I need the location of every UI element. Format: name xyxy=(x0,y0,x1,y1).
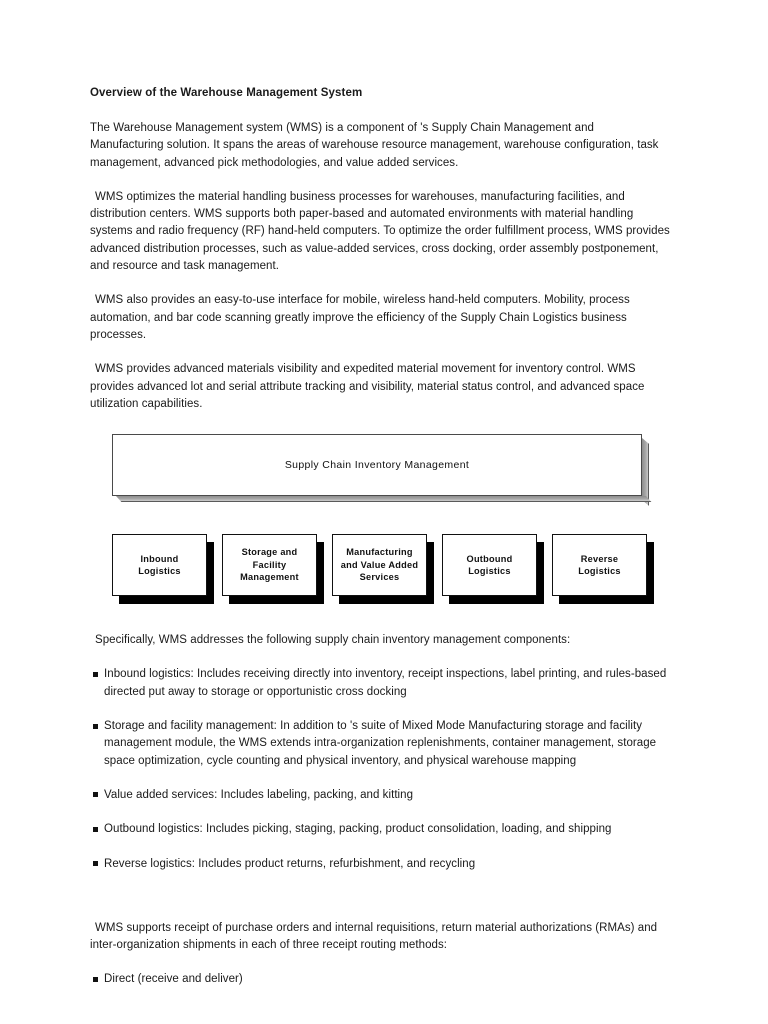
diagram-banner xyxy=(112,434,642,496)
paragraph-receipt-intro: WMS supports receipt of purchase orders and internal requisitions, return material authorizations (RMAs) and inter-organization shipments in each of three receipt routing methods: xyxy=(90,921,658,952)
paragraph-intro: The Warehouse Management system (WMS) is a component of 's Supply Chain Management and Manufacturing solution. It spans the areas of warehouse resource management, warehouse configuration, task management, advanced pick methodologies, and value added services. xyxy=(90,122,659,169)
list-item-text: Reverse logistics: Includes product returns, refurbishment, and recycling xyxy=(104,857,476,870)
diagram-node-inbound-logistics xyxy=(112,534,207,596)
node-face xyxy=(222,534,317,596)
list-item-text: Inbound logistics: Includes receiving directly into inventory, receipt inspections, label printing, and rules-based directed put away to storage or opportunistic cross docking xyxy=(104,668,667,698)
supply-chain-diagram xyxy=(112,434,677,618)
node-label: Reverse Logistics xyxy=(578,553,621,577)
section-spacer xyxy=(90,890,688,920)
list-item xyxy=(90,666,688,701)
page-title: Overview of the Warehouse Management System xyxy=(90,87,363,99)
paragraph-optimization: WMS optimizes the material handling business processes for warehouses, manufacturing facilities, and distribution centers. WMS supports both paper-based and automated environments with material handling systems and radio frequency (RF) hand-held computers. To optimize the order fulfillment process, WMS provides advanced distribution processes, such as value-added services, cross docking, order assembly postponement, and resource and task management. xyxy=(90,190,670,273)
list-item xyxy=(90,971,688,988)
node-label: Storage and Facility Management xyxy=(240,547,299,583)
list-item-text: Outbound logistics: Includes picking, staging, packing, product consolidation, loading, and shipping xyxy=(104,823,612,836)
list-item-text: Value added services: Includes labeling, packing, and kitting xyxy=(104,788,414,801)
diagram-banner-bevel-bottom xyxy=(116,496,651,502)
paragraph-visibility: WMS provides advanced materials visibility and expedited material movement for inventory control. WMS provides advanced lot and serial attribute tracking and visibility, material status control, and advanced space utilization capabilities. xyxy=(90,363,645,410)
diagram-node-outbound-logistics xyxy=(442,534,537,596)
list-item-text: Direct (receive and deliver) xyxy=(104,973,243,986)
diagram-node-storage-facility-management xyxy=(222,534,317,596)
list-item xyxy=(90,821,688,838)
diagram-node-reverse-logistics xyxy=(552,534,647,596)
diagram-node-row xyxy=(112,534,647,596)
bullet-square-icon xyxy=(93,724,98,729)
node-label: Manufacturing and Value Added Services xyxy=(340,547,419,583)
paragraph-interface: WMS also provides an easy-to-use interface for mobile, wireless hand-held computers. Mobility, process automation, and bar code scanning greatly improve the efficiency of the Supply Chain Logistics business processes. xyxy=(90,294,630,341)
node-label: Inbound Logistics xyxy=(138,553,181,577)
bullet-square-icon xyxy=(93,792,98,797)
list-item xyxy=(90,856,688,873)
node-face xyxy=(112,534,207,596)
node-face xyxy=(442,534,537,596)
bullet-square-icon xyxy=(93,827,98,832)
node-label: Outbound Logistics xyxy=(466,553,513,577)
node-face xyxy=(332,534,427,596)
diagram-banner-label: Supply Chain Inventory Management xyxy=(284,459,470,472)
diagram-node-manufacturing-value-added-services xyxy=(332,534,427,596)
list-item xyxy=(90,718,688,770)
list-item xyxy=(90,787,688,804)
bullet-square-icon xyxy=(93,977,98,982)
bullet-square-icon xyxy=(93,672,98,677)
bullet-square-icon xyxy=(93,861,98,866)
node-face xyxy=(552,534,647,596)
paragraph-components-intro: Specifically, WMS addresses the following supply chain inventory management components: xyxy=(95,634,571,647)
list-item-text: Storage and facility management: In addition to 's suite of Mixed Mode Manufacturing storage and facility management module, the WMS extends intra-organization replenishments, container management, storage space optimization, cycle counting and physical inventory, and physical warehouse mapping xyxy=(104,720,657,767)
